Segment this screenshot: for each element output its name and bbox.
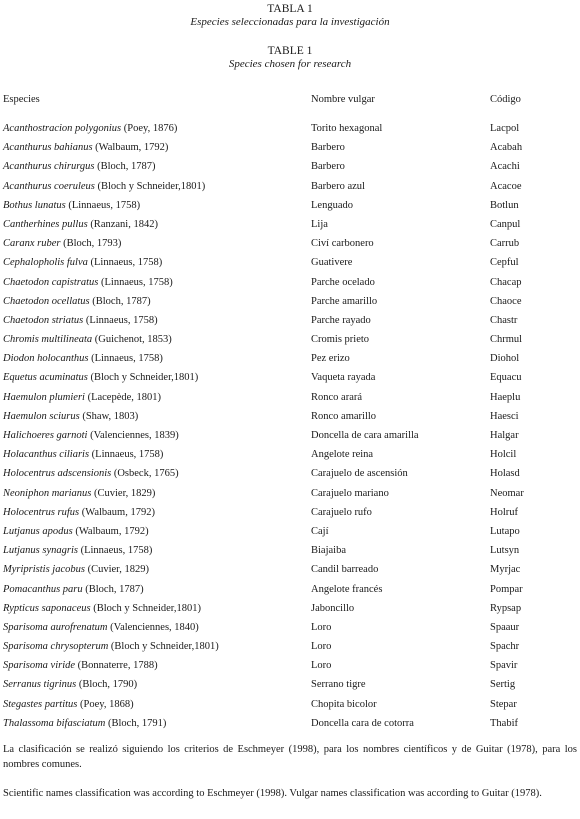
species-common-name: Loro	[311, 621, 332, 633]
table-row	[0, 292, 580, 311]
species-code: Acachi	[490, 161, 520, 173]
species-binomial: Chaetodon striatus	[3, 314, 84, 326]
species-binomial: Acanthurus bahianus	[3, 142, 93, 154]
table-row	[0, 656, 580, 675]
species-common-name: Barbero	[311, 161, 345, 173]
species-authority: (Bloch, 1787)	[97, 161, 156, 173]
species-authority: (Walbaum, 1792)	[75, 525, 149, 537]
species-binomial: Haemulon sciurus	[3, 410, 80, 422]
species-authority: (Linnaeus, 1758)	[91, 449, 164, 461]
table-row	[0, 426, 580, 445]
species-authority: (Bloch, 1787)	[92, 295, 151, 307]
table-row	[0, 234, 580, 253]
species-binomial: Haemulon plumieri	[3, 391, 85, 403]
table-row	[0, 522, 580, 541]
species-common-name: Loro	[311, 660, 332, 672]
species-code: Cepful	[490, 257, 519, 269]
species-common-name: Vaqueta rayada	[311, 372, 376, 384]
species-common-name: Ronco arará	[311, 391, 363, 403]
species-common-name: Torito hexagonal	[311, 123, 383, 134]
species-binomial: Cephalopholis fulva	[3, 257, 88, 269]
species-binomial: Equetus acuminatus	[3, 372, 88, 384]
species-table-body	[0, 119, 580, 733]
species-authority: (Walbaum, 1792)	[95, 142, 169, 154]
species-scientific-name	[3, 311, 158, 330]
table-row	[0, 388, 580, 407]
species-binomial: Sparisoma aurofrenatum	[3, 621, 108, 633]
species-common-name: Ronco amarillo	[311, 410, 377, 422]
species-common-name: Cromis prieto	[311, 334, 370, 346]
species-code: Myrjac	[490, 564, 521, 576]
species-authority: (Guichenot, 1853)	[94, 334, 172, 346]
species-scientific-name	[3, 618, 199, 637]
species-code: Acabah	[490, 142, 523, 154]
species-scientific-name	[3, 388, 161, 407]
species-binomial: Acanthurus chirurgus	[3, 161, 95, 173]
species-common-name: Lija	[311, 218, 328, 230]
species-authority: (Walbaum, 1792)	[81, 506, 155, 518]
table-subtitle-es: Especies seleccionadas para la investigación	[190, 16, 390, 28]
species-code: Spavir	[490, 660, 518, 672]
species-code: Lutsyn	[490, 545, 520, 557]
species-binomial: Pomacanthus paru	[3, 583, 83, 595]
species-code: Lutapo	[490, 525, 520, 537]
species-code: Haeplu	[490, 391, 521, 403]
species-binomial: Sparisoma chrysopterum	[3, 641, 109, 653]
species-binomial: Chromis multilineata	[3, 334, 93, 346]
table-row	[0, 215, 580, 234]
species-scientific-name	[3, 196, 140, 215]
species-code: Botlun	[490, 199, 519, 211]
species-code: Canpul	[490, 218, 521, 230]
species-common-name: Carajuelo mariano	[311, 487, 389, 499]
species-code: Equacu	[490, 372, 522, 384]
species-binomial: Diodon holocanthus	[3, 353, 89, 365]
species-authority: (Linnaeus, 1758)	[101, 276, 173, 288]
species-binomial: Sparisoma viride	[3, 660, 76, 672]
species-scientific-name	[3, 138, 168, 157]
species-scientific-name	[3, 292, 151, 311]
species-common-name: Barbero	[311, 142, 345, 154]
species-code: Holruf	[490, 506, 518, 518]
species-scientific-name	[3, 349, 163, 368]
species-code: Spaaur	[490, 621, 520, 633]
species-scientific-name	[3, 714, 166, 733]
species-scientific-name	[3, 157, 155, 176]
species-binomial: Serranus tigrinus	[3, 679, 77, 691]
species-code: Thabif	[490, 717, 518, 729]
species-scientific-name	[3, 464, 179, 483]
species-authority: (Osbeck, 1765)	[113, 468, 179, 480]
species-common-name: Angelote reina	[311, 449, 374, 461]
table-row	[0, 560, 580, 579]
species-code: Spachr	[490, 641, 520, 653]
species-common-name: Candil barreado	[311, 564, 379, 576]
species-scientific-name	[3, 637, 219, 656]
species-authority: (Cuvier, 1829)	[87, 564, 149, 576]
table-label-en: TABLE 1	[267, 45, 313, 57]
species-common-name: Chopita bicolor	[311, 698, 377, 710]
species-scientific-name	[3, 522, 149, 541]
table-row	[0, 464, 580, 483]
species-common-name: Serrano tigre	[311, 679, 366, 691]
table-row	[0, 599, 580, 618]
species-common-name: Biajaiba	[311, 545, 346, 557]
species-scientific-name	[3, 234, 121, 253]
species-common-name: Jaboncillo	[311, 602, 355, 614]
species-binomial: Lutjanus synagris	[3, 545, 78, 557]
species-authority: (Valenciennes, 1839)	[90, 430, 179, 441]
species-authority: (Bloch y Schneider,1801)	[97, 180, 206, 192]
species-common-name: Loro	[311, 641, 332, 653]
table-row	[0, 196, 580, 215]
table-label-es: TABLA 1	[267, 3, 313, 15]
species-authority: (Linnaeus, 1758)	[85, 314, 158, 326]
species-code: Acacoe	[490, 180, 522, 192]
species-binomial: Neoniphon marianus	[3, 487, 92, 499]
species-code: Rypsap	[490, 602, 522, 614]
species-scientific-name	[3, 560, 149, 579]
header-common-name: Nombre vulgar	[311, 94, 375, 105]
species-authority: (Valenciennes, 1840)	[110, 621, 199, 633]
table-row	[0, 695, 580, 714]
species-binomial: Stegastes partitus	[3, 698, 78, 710]
species-binomial: Lutjanus apodus	[3, 525, 73, 537]
species-authority: (Linnaeus, 1758)	[68, 199, 141, 211]
species-authority: (Bloch, 1791)	[108, 717, 167, 729]
species-binomial: Acanthurus coeruleus	[3, 180, 95, 192]
species-scientific-name	[3, 426, 179, 445]
species-authority: (Bloch y Schneider,1801)	[93, 602, 201, 614]
species-binomial: Rypticus saponaceus	[3, 602, 91, 614]
species-binomial: Holocentrus adscensionis	[3, 468, 112, 480]
species-scientific-name	[3, 445, 163, 464]
species-code: Haesci	[490, 410, 519, 422]
table-row	[0, 580, 580, 599]
species-binomial: Caranx ruber	[3, 238, 61, 250]
species-binomial: Myripristis jacobus	[3, 564, 85, 576]
species-scientific-name	[3, 368, 198, 387]
species-authority: (Linnaeus, 1758)	[90, 257, 163, 269]
species-code: Sertig	[490, 679, 516, 691]
species-binomial: Acanthostracion polygonius	[3, 123, 122, 134]
header-code: Código	[490, 94, 521, 105]
table-row	[0, 311, 580, 330]
species-common-name: Pez erizo	[311, 353, 350, 365]
species-scientific-name	[3, 599, 201, 618]
species-common-name: Carajuelo de ascensión	[311, 468, 408, 480]
species-scientific-name	[3, 177, 205, 196]
species-scientific-name	[3, 484, 155, 503]
table-row	[0, 675, 580, 694]
species-scientific-name	[3, 695, 134, 714]
species-scientific-name	[3, 407, 138, 426]
species-authority: (Ranzani, 1842)	[90, 218, 158, 230]
table-row	[0, 618, 580, 637]
species-code: Lacpol	[490, 123, 520, 134]
species-common-name: Civí carbonero	[311, 238, 374, 250]
species-common-name: Parche rayado	[311, 314, 371, 326]
species-binomial: Chaetodon ocellatus	[3, 295, 90, 307]
species-common-name: Doncella de cara amarilla	[311, 430, 419, 441]
header-species: Especies	[3, 94, 40, 105]
species-common-name: Angelote francés	[311, 583, 383, 595]
species-scientific-name	[3, 253, 162, 272]
species-authority: (Bloch y Schneider,1801)	[110, 641, 219, 653]
species-authority: (Bonnaterre, 1788)	[77, 660, 158, 672]
species-binomial: Halichoeres garnoti	[3, 430, 88, 441]
species-code: Holcil	[490, 449, 517, 461]
species-binomial: Cantherhines pullus	[3, 218, 88, 230]
table-row	[0, 273, 580, 292]
species-scientific-name	[3, 541, 152, 560]
species-code: Carrub	[490, 238, 520, 250]
species-common-name: Barbero azul	[311, 180, 365, 192]
species-common-name: Carajuelo rufo	[311, 506, 372, 518]
species-code: Holasd	[490, 468, 520, 480]
species-authority: (Linnaeus, 1758)	[91, 353, 163, 365]
table-row	[0, 253, 580, 272]
table-row	[0, 349, 580, 368]
species-scientific-name	[3, 330, 172, 349]
species-code: Halgar	[490, 430, 519, 441]
species-authority: (Linnaeus, 1758)	[80, 545, 153, 557]
species-code: Diohol	[490, 353, 520, 365]
table-row	[0, 503, 580, 522]
table-subtitle-en: Species chosen for research	[228, 58, 352, 70]
table-row	[0, 407, 580, 426]
table-row	[0, 484, 580, 503]
species-binomial: Bothus lunatus	[3, 199, 66, 211]
species-scientific-name	[3, 215, 158, 234]
species-scientific-name	[3, 503, 155, 522]
table-row	[0, 119, 580, 138]
table-row	[0, 330, 580, 349]
species-code: Chastr	[490, 314, 518, 326]
species-scientific-name	[3, 675, 137, 694]
species-code: Stepar	[490, 698, 517, 710]
species-authority: (Poey, 1876)	[123, 123, 178, 134]
table-row	[0, 445, 580, 464]
species-common-name: Doncella cara de cotorra	[311, 717, 414, 729]
species-code: Chacap	[490, 276, 522, 288]
species-authority: (Bloch, 1793)	[63, 238, 122, 250]
species-common-name: Lenguado	[311, 199, 353, 211]
table-row	[0, 177, 580, 196]
table-row	[0, 157, 580, 176]
species-scientific-name	[3, 656, 158, 675]
species-authority: (Poey, 1868)	[80, 698, 134, 710]
species-authority: (Cuvier, 1829)	[94, 487, 156, 499]
note-english: Scientific names classification was according to Eschmeyer (1998). Vulgar names classification was according to Guitar (1978).	[3, 788, 542, 799]
species-binomial: Holocentrus rufus	[3, 506, 80, 518]
species-authority: (Bloch y Schneider,1801)	[90, 372, 199, 384]
species-code: Pompar	[490, 583, 523, 595]
species-authority: (Shaw, 1803)	[82, 410, 139, 422]
species-scientific-name	[3, 119, 177, 138]
species-scientific-name	[3, 273, 173, 292]
species-common-name: Parche ocelado	[311, 276, 375, 288]
species-authority: (Bloch, 1790)	[78, 679, 138, 691]
species-binomial: Holacanthus ciliaris	[3, 449, 90, 461]
table-row	[0, 541, 580, 560]
table-row	[0, 138, 580, 157]
species-common-name: Parche amarillo	[311, 295, 378, 307]
species-scientific-name	[3, 580, 144, 599]
species-code: Chaoce	[490, 295, 522, 307]
note-spanish: La clasificación se realizó siguiendo los criterios de Eschmeyer (1998), para los nombres científicos y de Guitar (1978), para los nombres comunes.	[3, 744, 577, 770]
species-authority: (Bloch, 1787)	[85, 583, 144, 595]
species-authority: (Lacepède, 1801)	[87, 391, 162, 403]
species-common-name: Cají	[311, 525, 329, 537]
species-code: Neomar	[490, 487, 524, 499]
species-common-name: Guativere	[311, 257, 353, 269]
table-row	[0, 714, 580, 733]
species-binomial: Chaetodon capistratus	[3, 276, 99, 288]
table-row	[0, 368, 580, 387]
species-code: Chrmul	[490, 334, 523, 346]
table-row	[0, 637, 580, 656]
species-binomial: Thalassoma bifasciatum	[3, 717, 106, 729]
